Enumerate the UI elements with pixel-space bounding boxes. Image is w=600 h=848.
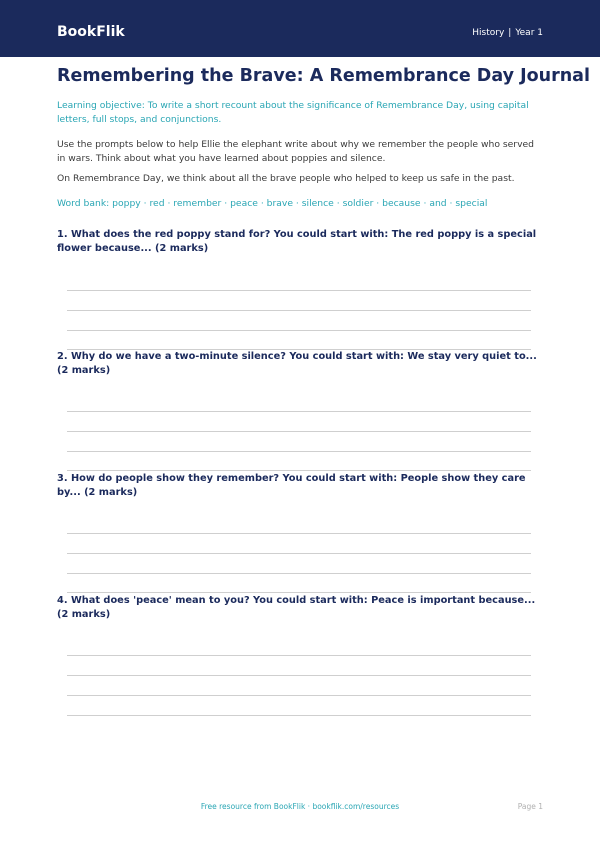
page-number: Page 1	[517, 802, 543, 811]
subject-label: History	[472, 28, 505, 38]
question-1: 1. What does the red poppy stand for? You could start with: The red poppy is a special flower because... (2 marks)	[57, 229, 537, 254]
answer-line[interactable]	[67, 655, 531, 656]
brand-logo[interactable]: BookFlik	[57, 24, 125, 40]
answer-line[interactable]	[67, 290, 531, 291]
answer-line[interactable]	[67, 573, 531, 574]
question-4: 4. What does 'peace' mean to you? You could start with: Peace is important because... (2 marks)	[57, 595, 536, 620]
answer-line[interactable]	[67, 592, 531, 593]
answer-line[interactable]	[67, 451, 531, 452]
answer-line[interactable]	[67, 695, 531, 696]
answer-line[interactable]	[67, 310, 531, 311]
subject-separator: |	[508, 28, 512, 38]
footer-resource-link[interactable]: Free resource from BookFlik · bookflik.com/resources	[200, 802, 400, 811]
answer-line[interactable]	[67, 675, 531, 676]
year-label: Year 1	[515, 28, 543, 38]
question-2: 2. Why do we have a two-minute silence? You could start with: We stay very quiet to... (2 marks)	[57, 351, 537, 376]
answer-line[interactable]	[67, 330, 531, 331]
page-title: Remembering the Brave: A Remembrance Day Journal	[57, 66, 590, 86]
prompt-text: Use the prompts below to help Ellie the elephant write about why we remember the people who served in wars. Think about what you have learned about poppies and silence.	[57, 139, 535, 164]
subject-year-label	[472, 27, 543, 39]
intro-text: On Remembrance Day, we think about all the brave people who helped to keep us safe in the past.	[57, 173, 515, 184]
header-bar	[0, 0, 600, 57]
word-bank: Word bank: poppy · red · remember · peace · brave · silence · soldier · because · and · special	[57, 198, 488, 209]
learning-objective: Learning objective: To write a short recount about the significance of Remembrance Day, using capital letters, full stops, and conjunctions.	[57, 100, 529, 125]
question-3: 3. How do people show they remember? You could start with: People show they care by... (2 marks)	[57, 473, 526, 498]
answer-line[interactable]	[67, 715, 531, 716]
answer-line[interactable]	[67, 553, 531, 554]
answer-line[interactable]	[67, 533, 531, 534]
answer-line[interactable]	[67, 411, 531, 412]
answer-line[interactable]	[67, 470, 531, 471]
answer-line[interactable]	[67, 431, 531, 432]
